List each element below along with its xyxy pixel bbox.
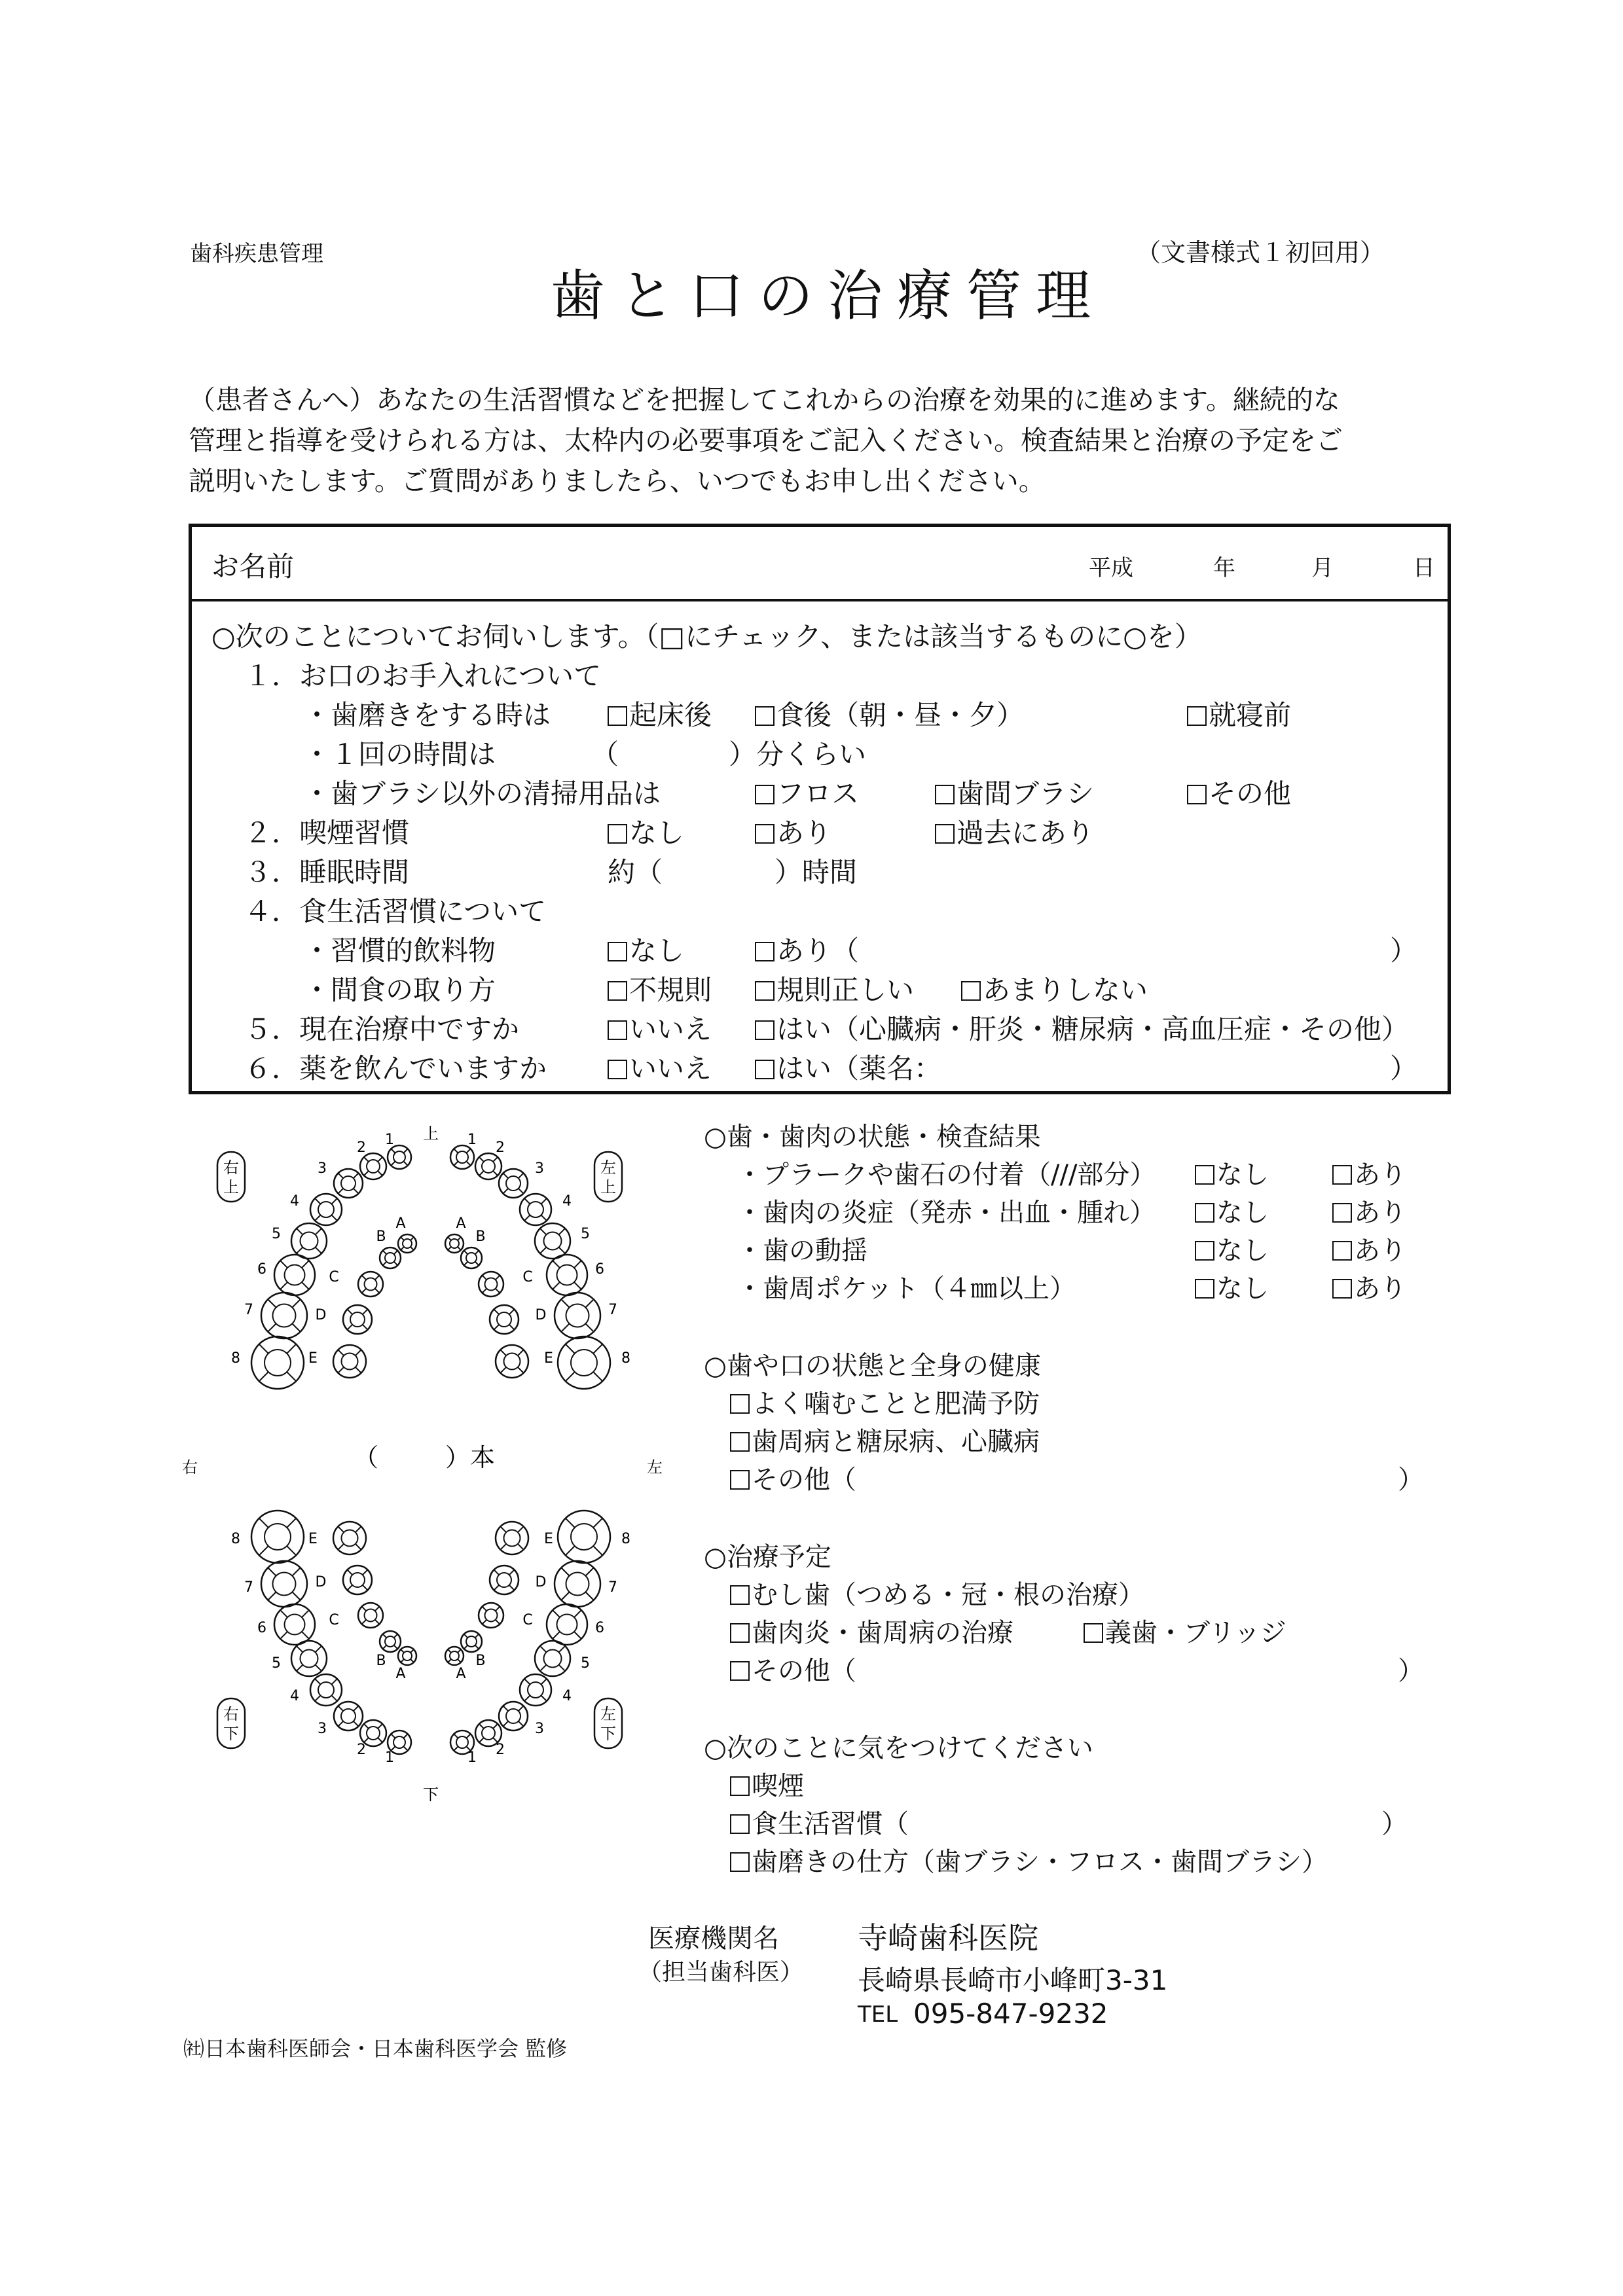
tooth-upper-left-E [496,1345,528,1378]
tooth-upper-left-1 [450,1145,474,1169]
checkbox-other-tools[interactable]: その他 [1187,772,1291,812]
tooth-lower-left-A [445,1647,464,1665]
name-label: お名前 [211,550,295,583]
duration-close: ）分くらい [729,738,867,770]
q4-drinks-label: ・習慣的飲料物 [303,935,496,967]
tooth-upper-right-B [380,1247,401,1268]
tooth-lower-left-7 [555,1561,600,1607]
tooth-upper-right-3 [334,1169,363,1198]
tooth-upper-left-3 [499,1169,528,1198]
q2-title: ２．喫煙習慣 [244,817,410,849]
tooth-upper-right-D [343,1305,372,1334]
tooth-number-upper-right-3: 3 [318,1160,327,1177]
checkbox-treat-other[interactable]: その他（ [730,1650,856,1687]
tooth-upper-right-2 [360,1153,386,1179]
tooth-number-upper-right-6: 6 [257,1261,266,1278]
tooth-upper-right-5 [291,1223,327,1259]
tooth-lower-right-E [333,1522,366,1554]
tooth-letter-lower-left-A: A [456,1666,466,1682]
form-type: （文書様式１初回用） [1136,238,1385,267]
tooth-number-lower-left-1: 1 [467,1749,477,1766]
tooth-upper-left-8 [558,1336,610,1389]
svg-text:下: 下 [223,1725,239,1743]
svg-text:下: 下 [600,1725,616,1743]
tooth-number-upper-left-7: 7 [608,1302,617,1318]
tooth-letter-lower-right-C: C [329,1612,339,1628]
checkbox-floss[interactable]: フロス [755,772,859,812]
badge-upper-right [217,1152,245,1202]
checkbox-wake[interactable]: 起床後 [608,694,712,733]
q1-duration-label: ・１回の時間は [303,738,496,770]
checkbox-snack-rarely[interactable]: あまりしない [961,969,1148,1008]
checkbox-snack-regular[interactable]: 規則正しい [755,969,914,1008]
tooth-number-lower-left-5: 5 [581,1655,590,1672]
intro-line-3: 説明いたします。ご質問がありましたら、いつでもお申し出ください。 [189,465,1046,497]
tooth-number-upper-right-4: 4 [290,1193,299,1210]
tooth-upper-left-2 [475,1153,501,1179]
tooth-letter-upper-right-C: C [329,1269,339,1285]
checkbox-mobility-present[interactable]: あり [1332,1230,1406,1267]
checkbox-smoke-none[interactable]: なし [608,812,684,851]
tooth-letter-upper-left-C: C [522,1269,533,1285]
exam-pocket-label: ・歯周ポケット（４㎜以上） [737,1274,1076,1304]
drinks-close: ） [1390,935,1418,967]
checkbox-treatment-yes[interactable]: はい（心臓病・肝炎・糖尿病・高血圧症・その他） [755,1008,1409,1047]
tooth-number-lower-right-1: 1 [385,1749,394,1766]
q1-brushing-label: ・歯磨きをする時は [303,699,551,731]
badge-lower-right [217,1698,245,1748]
tooth-lower-right-D [343,1566,372,1594]
tooth-number-upper-left-5: 5 [581,1226,590,1242]
cautions-close: ） [1381,1809,1408,1839]
medicine-close: ） [1390,1052,1418,1085]
sleep-open: 約（ [608,856,663,888]
tooth-number-upper-left-1: 1 [467,1132,477,1148]
tooth-number-upper-left-3: 3 [535,1160,544,1177]
checkbox-snack-irregular[interactable]: 不規則 [608,969,712,1008]
supervision-note: ㈳日本歯科医師会・日本歯科医学会 監修 [183,2036,568,2061]
checkbox-bedtime[interactable]: 就寝前 [1187,694,1291,733]
sleep-close: ）時間 [775,856,858,888]
date-era: 平成 [1089,555,1133,581]
exam-title: ○歯・歯肉の状態・検査結果 [704,1122,1041,1152]
tooth-lower-right-4 [310,1674,342,1706]
tooth-upper-right-E [333,1345,366,1378]
tooth-upper-right-C [358,1272,383,1297]
q6-title: ６．薬を飲んでいますか [244,1052,547,1085]
tooth-number-lower-right-3: 3 [318,1721,327,1737]
exam-gum-label: ・歯肉の炎症（発赤・出血・腫れ） [737,1198,1156,1228]
checkbox-caution-smoking[interactable]: 喫煙 [730,1765,804,1803]
tooth-lower-right-8 [251,1511,304,1563]
q1-title: １．お口のお手入れについて [244,660,602,692]
q5-title: ５．現在治療中ですか [244,1013,520,1045]
tooth-number-lower-left-7: 7 [608,1579,617,1596]
label-right: 右 [182,1458,198,1477]
tooth-letter-lower-left-D: D [535,1574,547,1590]
tooth-upper-right-4 [310,1194,342,1225]
tooth-number-lower-right-6: 6 [257,1620,266,1636]
svg-text:左: 左 [600,1705,616,1723]
tooth-lower-left-3 [499,1702,528,1731]
tooth-lower-right-5 [291,1641,327,1676]
tooth-lower-left-8 [558,1511,610,1563]
tooth-number-lower-left-4: 4 [562,1688,572,1704]
tooth-lower-right-3 [334,1702,363,1731]
page-title: 歯と口の治療管理 [550,264,1106,328]
checkbox-health-other[interactable]: その他（ [730,1459,856,1496]
checkbox-gum-present[interactable]: あり [1332,1192,1406,1229]
tooth-letter-lower-right-E: E [308,1531,318,1547]
badge-upper-left [594,1152,622,1202]
name-divider [192,599,1448,601]
q1-tools-label: ・歯ブラシ以外の清掃用品は [303,778,661,810]
tooth-letter-upper-right-A: A [395,1215,406,1232]
tooth-letter-upper-right-D: D [315,1307,327,1323]
tooth-letter-upper-left-A: A [456,1215,466,1232]
checkbox-plaque-present[interactable]: あり [1332,1154,1406,1191]
svg-text:上: 上 [600,1178,616,1196]
date-month: 月 [1311,555,1334,581]
svg-text:上: 上 [223,1178,239,1196]
tooth-upper-left-D [490,1305,519,1334]
checkbox-treat-denture[interactable]: 義歯・ブリッジ [1084,1612,1286,1649]
tooth-letter-upper-left-B: B [475,1229,486,1245]
date-year: 年 [1213,555,1235,581]
checkbox-smoke-past[interactable]: 過去にあり [935,812,1094,851]
tooth-letter-upper-right-E: E [308,1350,318,1367]
document-category: 歯科疾患管理 [190,241,323,267]
checkbox-mobility-none[interactable]: なし [1195,1230,1269,1267]
tooth-number-lower-right-4: 4 [290,1688,299,1704]
clinic-address: 長崎県長崎市小峰町3-31 [858,1964,1168,1996]
label-lower: 下 [423,1785,439,1804]
clinic-sublabel: （担当歯科医） [638,1959,804,1986]
checkbox-health-obesity[interactable]: よく噛むことと肥満予防 [730,1383,1040,1420]
form-instruction: ○次のことについてお伺いします。（□にチェック、または該当するものに○を） [211,620,1202,653]
svg-text:左: 左 [600,1158,616,1177]
checkbox-caution-diet[interactable]: 食生活習慣（ [730,1803,909,1840]
cautions-title: ○次のことに気をつけてください [704,1733,1093,1763]
tooth-number-lower-left-3: 3 [535,1721,544,1737]
tooth-lower-right-A [398,1647,416,1665]
tooth-lower-left-5 [535,1641,570,1676]
teeth-chart [177,1113,687,1806]
tooth-letter-upper-left-D: D [535,1307,547,1323]
tooth-letter-lower-right-D: D [315,1574,327,1590]
checkbox-treat-caries[interactable]: むし歯（つめる・冠・根の治療） [730,1574,1144,1611]
tooth-upper-right-1 [388,1145,411,1169]
checkbox-after-meal[interactable]: 食後（朝・昼・夕） [755,694,1024,733]
patient-form-box [189,524,1451,1094]
checkbox-drinks-yes[interactable]: あり（ [755,929,859,969]
tooth-upper-right-6 [274,1255,315,1295]
tooth-letter-lower-left-C: C [522,1612,533,1628]
tooth-letter-upper-left-E: E [544,1350,553,1367]
tooth-lower-left-B [461,1631,482,1652]
tooth-letter-lower-left-E: E [544,1531,553,1547]
checkbox-smoke-yes[interactable]: あり [755,812,831,851]
checkbox-treatment-no[interactable]: いいえ [608,1008,712,1047]
tooth-number-upper-left-4: 4 [562,1193,572,1210]
tooth-upper-left-A [445,1234,464,1253]
tooth-lower-left-D [490,1566,519,1594]
checkbox-health-diabetes[interactable]: 歯周病と糖尿病、心臓病 [730,1421,1040,1458]
tooth-upper-right-8 [251,1336,304,1389]
tooth-lower-right-C [358,1603,383,1628]
tooth-letter-lower-left-B: B [475,1653,486,1669]
checkbox-plaque-none[interactable]: なし [1195,1154,1269,1191]
health-title: ○歯や口の状態と全身の健康 [704,1351,1041,1381]
tooth-number-lower-right-8: 8 [231,1531,240,1547]
tooth-number-upper-left-6: 6 [595,1261,604,1278]
tooth-number-lower-left-8: 8 [621,1531,630,1547]
tooth-upper-left-5 [535,1223,570,1259]
tooth-number-lower-left-6: 6 [595,1620,604,1636]
tooth-number-lower-right-7: 7 [244,1579,253,1596]
label-upper: 上 [423,1124,439,1143]
tooth-number-upper-left-8: 8 [621,1350,630,1367]
tooth-lower-left-4 [520,1674,551,1706]
tooth-count-open: （ [354,1443,379,1472]
tooth-number-upper-left-2: 2 [496,1139,505,1156]
tooth-number-lower-right-2: 2 [357,1742,366,1758]
label-left: 左 [647,1458,663,1477]
tooth-upper-right-7 [261,1293,307,1338]
date-day: 日 [1413,555,1435,581]
sleep-field[interactable] [663,851,768,884]
tooth-upper-left-C [479,1272,503,1297]
tooth-upper-right-A [398,1234,416,1253]
tooth-number-upper-right-8: 8 [231,1350,240,1367]
tooth-upper-left-4 [520,1194,551,1225]
tooth-lower-right-7 [261,1561,307,1607]
exam-plaque-label: ・プラークや歯石の付着（///部分） [737,1160,1156,1190]
tooth-upper-left-B [461,1247,482,1268]
svg-text:右: 右 [223,1158,239,1177]
treatment-title: ○治療予定 [704,1542,831,1572]
q3-title: ３．睡眠時間 [244,856,410,888]
checkbox-medicine-yes[interactable]: はい（薬名： [755,1047,941,1086]
clinic-name: 寺崎歯科医院 [858,1920,1038,1956]
checkbox-interdental-brush[interactable]: 歯間ブラシ [935,772,1094,812]
exam-mobility-label: ・歯の動揺 [737,1236,867,1266]
clinic-label: 医療機関名 [648,1924,779,1954]
svg-text:右: 右 [223,1705,239,1723]
badge-lower-left [594,1698,622,1748]
checkbox-pocket-present[interactable]: あり [1332,1268,1406,1305]
tooth-lower-left-E [496,1522,528,1554]
tooth-letter-upper-right-B: B [376,1229,386,1245]
checkbox-gum-none[interactable]: なし [1195,1192,1269,1229]
tooth-number-lower-left-2: 2 [496,1742,505,1758]
checkbox-medicine-no[interactable]: いいえ [608,1047,712,1086]
treatment-close: ） [1398,1656,1424,1686]
checkbox-pocket-none[interactable]: なし [1195,1268,1269,1305]
checkbox-caution-brushing[interactable]: 歯磨きの仕方（歯ブラシ・フロス・歯間ブラシ） [730,1841,1328,1878]
checkbox-drinks-none[interactable]: なし [608,929,684,969]
tooth-upper-left-7 [555,1293,600,1338]
tooth-count-close: ）本 [445,1443,496,1472]
tooth-letter-lower-right-A: A [395,1666,406,1682]
clinic-tel: 095-847-9232 [913,1998,1108,2030]
tooth-number-upper-right-5: 5 [272,1226,281,1242]
checkbox-treat-perio[interactable]: 歯肉炎・歯周病の治療 [730,1612,1013,1649]
intro-line-2: 管理と指導を受けられる方は、太枠内の必要事項をご記入ください。検査結果と治療の予定をご [189,425,1343,456]
health-close: ） [1398,1465,1424,1495]
tooth-lower-left-6 [547,1604,587,1645]
tooth-lower-right-6 [274,1604,315,1645]
tooth-number-upper-right-1: 1 [385,1132,394,1148]
tooth-number-upper-right-2: 2 [357,1139,366,1156]
tooth-letter-lower-right-B: B [376,1653,386,1669]
tooth-number-upper-right-7: 7 [244,1302,253,1318]
clinic-tel-label: TEL [858,2001,898,2028]
q4-snacks-label: ・間食の取り方 [303,974,496,1006]
tooth-upper-left-6 [547,1255,587,1295]
tooth-lower-right-B [380,1631,401,1652]
duration-open: （ [591,738,619,770]
q4-title: ４．食生活習慣について [244,895,547,927]
tooth-lower-left-C [479,1603,503,1628]
tooth-number-lower-right-5: 5 [272,1655,281,1672]
intro-line-1: （患者さんへ）あなたの生活習慣などを把握してこれからの治療を効果的に進めます。継続的な [189,384,1340,416]
